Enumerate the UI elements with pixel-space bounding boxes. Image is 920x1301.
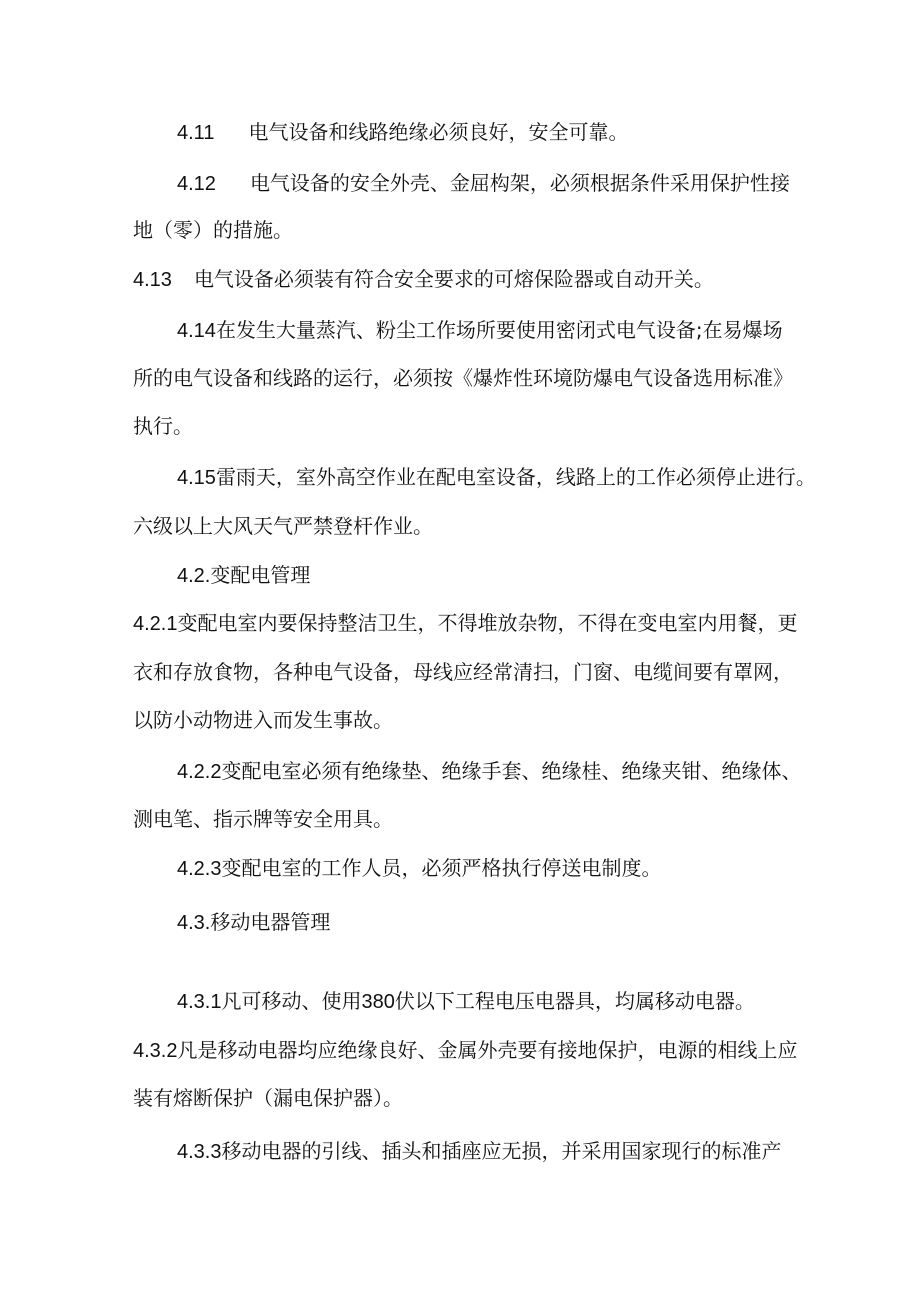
item-4-14-line-1: [177, 320, 783, 341]
item-4-2-1-line-1: [133, 613, 797, 634]
item-text: 测电笔、指示牌等安全用具。: [133, 807, 393, 831]
item-4-12-line-2: [133, 220, 293, 240]
item-text: 凡可移动、使用: [221, 989, 362, 1013]
item-4-2-2-line-2: [133, 809, 393, 829]
item-4-11-line: [177, 122, 628, 143]
item-number: 4.12: [177, 173, 216, 195]
item-4-3-3-line: [177, 1141, 781, 1162]
item-number: 4.2.1: [133, 613, 178, 635]
item-text: 以防小动物进入而发生事故。: [133, 708, 393, 732]
item-text: 电气设备必须装有符合安全要求的可熔保险器或自动开关。: [193, 267, 714, 291]
item-4-15-line-1: [177, 467, 816, 488]
item-4-14-line-2: [133, 368, 793, 388]
item-text: 雷雨天，室外高空作业在配电室设备，线路上的工作必须停止进行。: [215, 465, 816, 489]
item-number: 4.11: [177, 122, 215, 144]
item-4-14-line-3: [133, 416, 193, 436]
item-number: 4.2.3: [177, 858, 222, 880]
item-4-12-line-1: [177, 173, 790, 194]
item-text: 移动电器的引线、插头和插座应无损，并采用国家现行的标准产: [221, 1139, 782, 1163]
item-4-3-1-line: [177, 991, 755, 1012]
item-4-2-2-line-1: [177, 761, 801, 782]
section-heading-4-2: [177, 565, 310, 586]
section-title: 变配电管理: [210, 563, 311, 587]
item-number: 4.3.2: [133, 1040, 178, 1062]
item-text: 伏以下工程电压电器具，均属移动电器。: [394, 989, 755, 1013]
item-4-15-line-2: [133, 516, 433, 536]
section-heading-4-3: [177, 912, 330, 933]
item-number: 4.14: [177, 320, 216, 342]
item-text: 装有熔断保护（漏电保护器）。: [133, 1086, 403, 1110]
section-number: 4.2.: [177, 565, 211, 587]
item-text: 电气设备的安全外壳、金屈构架，必须根据条件采用保护性接: [249, 171, 790, 195]
item-4-2-1-line-3: [133, 710, 393, 730]
item-text: 凡是移动电器均应绝缘良好、金属外壳要有接地保护，电源的相线上应: [177, 1038, 798, 1062]
item-4-3-2-line-1: [133, 1040, 797, 1061]
item-text: 变配电室内要保持整洁卫生，不得堆放杂物，不得在变电室内用餐，更: [177, 611, 798, 635]
voltage-value: 380: [361, 991, 395, 1013]
item-4-13-line: [133, 269, 714, 290]
item-text: 六级以上大风天气严禁登杆作业。: [133, 514, 433, 538]
item-text: 变配电室必须有绝缘垫、绝缘手套、绝缘桂、绝缘夹钳、绝缘体、: [221, 759, 802, 783]
item-number: 4.13: [133, 269, 172, 291]
section-title: 移动电器管理: [210, 910, 331, 934]
item-number: 4.3.3: [177, 1141, 222, 1163]
item-text: 电气设备和线路绝缘必须良好，安全可靠。: [248, 120, 629, 144]
item-text: 所的电气设备和线路的运行，必须按《爆炸性环境防爆电气设备选用标准》: [133, 366, 793, 390]
item-text: 变配电室的工作人员，必须严格执行停送电制度。: [221, 856, 662, 880]
item-4-2-1-line-2: [133, 662, 793, 682]
item-4-3-2-line-2: [133, 1088, 403, 1108]
section-number: 4.3.: [177, 912, 211, 934]
item-text: 执行。: [133, 414, 193, 438]
item-4-2-3-line: [177, 858, 661, 879]
item-number: 4.2.2: [177, 761, 222, 783]
item-text: 衣和存放食物，各种电气设备，母线应经常清扫，门窗、电缆间要有罩网，: [133, 660, 793, 684]
item-text: 在发生大量蒸汽、粉尘工作场所要使用密闭式电气设备;在易爆场: [215, 318, 783, 342]
item-number: 4.15: [177, 467, 216, 489]
item-text: 地（零）的措施。: [133, 218, 293, 242]
item-number: 4.3.1: [177, 991, 222, 1013]
